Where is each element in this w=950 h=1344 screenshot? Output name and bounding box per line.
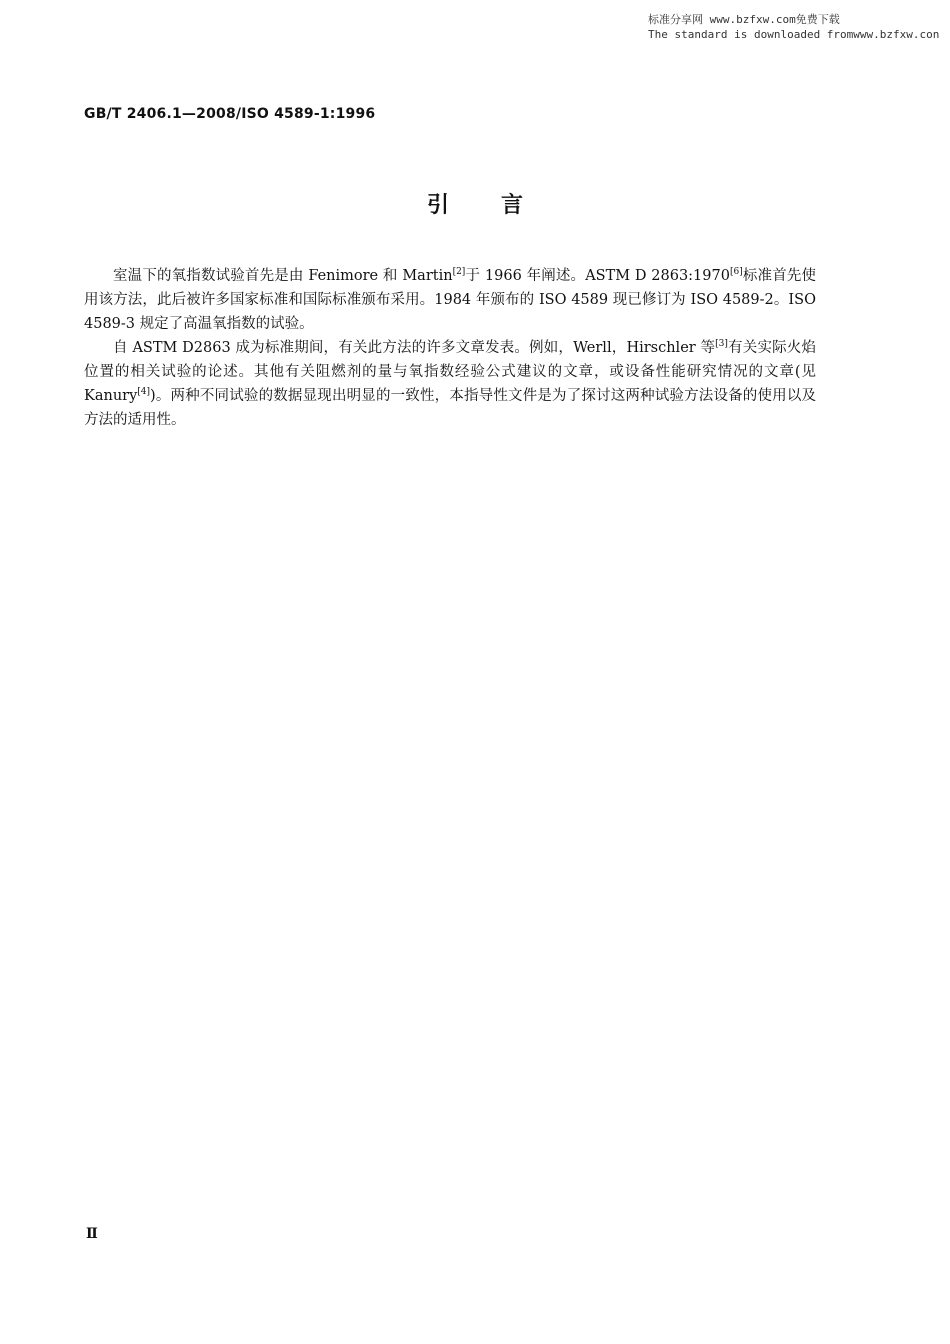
reference-marker: [6] bbox=[729, 267, 743, 277]
watermark bbox=[648, 12, 939, 42]
paragraph-2 bbox=[84, 336, 816, 432]
reference-marker: [2] bbox=[452, 267, 466, 277]
paragraph-2-text-3: )。两种不同试验的数据显现出明显的一致性，本指导性文件是为了探讨这两种试验方法设备的使用以及方法的适用性。 bbox=[84, 388, 816, 428]
reference-marker: [3] bbox=[715, 339, 728, 349]
paragraph-2-text-2: 有关实际火焰位置的相关试验的论述。其他有关阻燃剂的量与氧指数经验公式建议的文章，或设备性能研究情况的文章(见 Kanury bbox=[84, 340, 816, 404]
page-number: Ⅱ bbox=[86, 1226, 98, 1242]
standard-number: GB/T 2406.1—2008/ISO 4589-1:1996 bbox=[84, 106, 376, 122]
paragraph-1-text-2: 于 1966 年阐述。ASTM D 2863:1970 bbox=[465, 268, 730, 284]
watermark-line-1: 标准分享网 www.bzfxw.com免费下载 bbox=[648, 13, 840, 26]
paragraph-1-text-3: 标准首先使用该方法，此后被许多国家标准和国际标准颁布采用。1984 年颁布的 ISO 4589 现已修订为 ISO 4589-2。ISO 4589-3 规定了高温氧指数的试验。 bbox=[84, 268, 817, 332]
reference-marker: [4] bbox=[137, 387, 151, 397]
paragraph-2-text-1: 自 ASTM D2863 成为标准期间，有关此方法的许多文章发表。例如，Werll，Hirschler 等 bbox=[113, 340, 716, 356]
paragraph-1-text-1: 室温下的氧指数试验首先是由 Fenimore 和 Martin bbox=[113, 268, 453, 284]
page-title: 引言 bbox=[426, 193, 575, 218]
watermark-line-2: The standard is downloaded fromwww.bzfxw.con bbox=[648, 28, 940, 41]
paragraph-1 bbox=[84, 264, 816, 336]
document-body bbox=[84, 264, 816, 432]
